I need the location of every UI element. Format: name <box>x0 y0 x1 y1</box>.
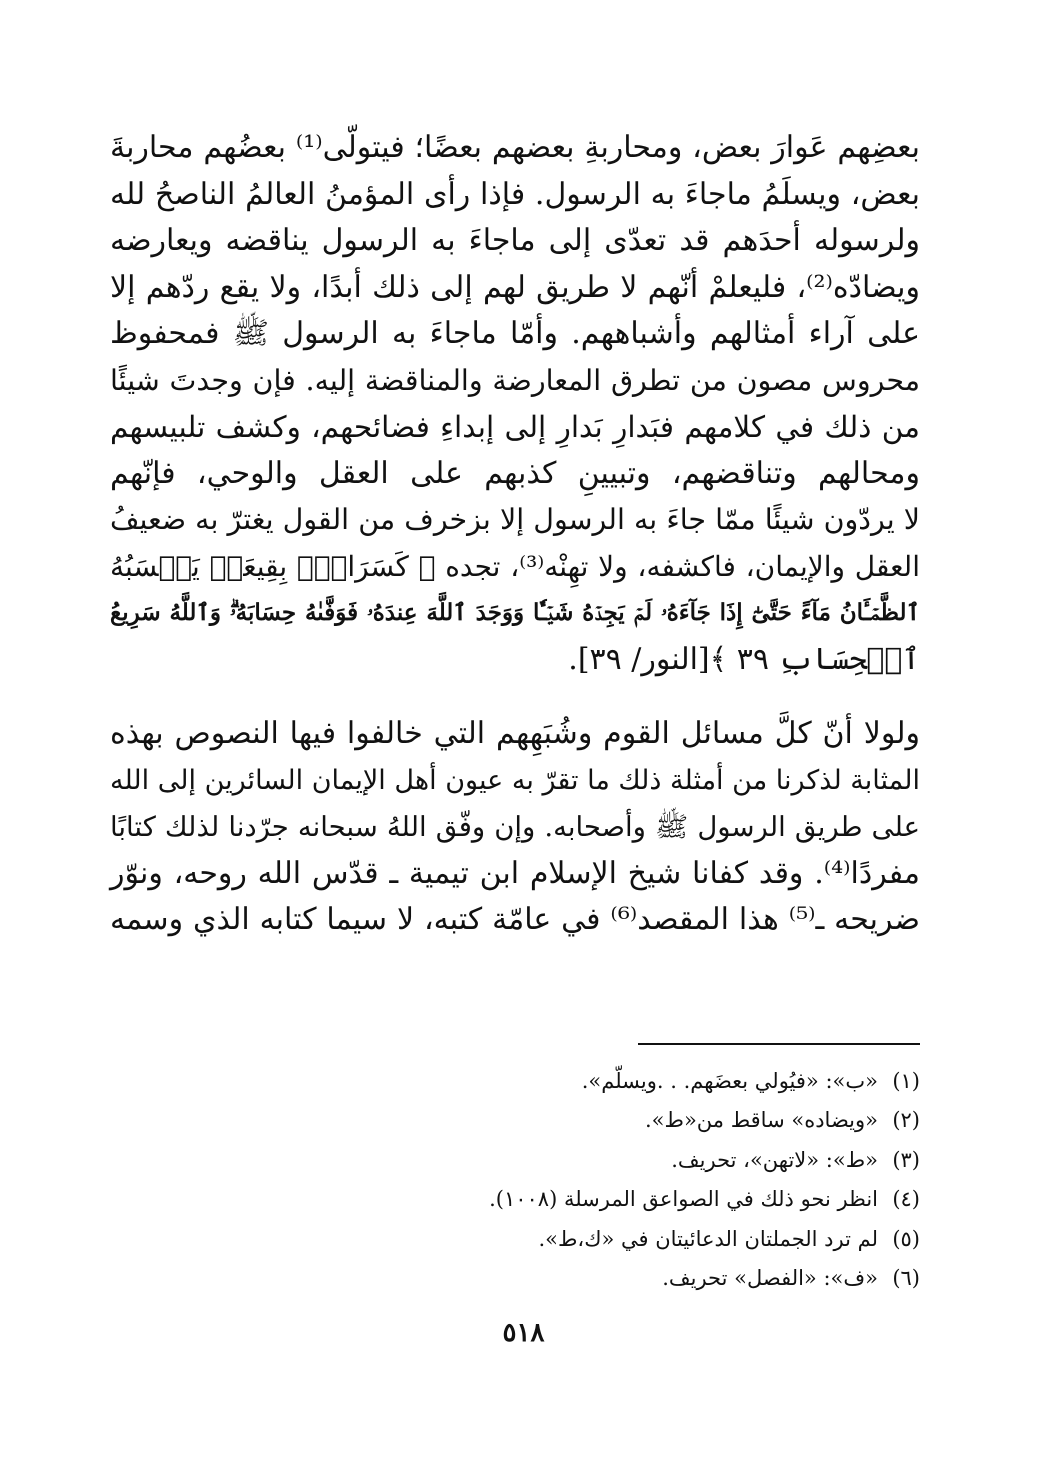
text-line: ٱلۡحِسَابِ ٣٩ ﴾[النور/ ٣٩]. <box>568 641 920 677</box>
footnote-4 <box>220 1180 920 1219</box>
footnote-2 <box>220 1101 920 1140</box>
text-line: ويضادّه⁽²⁾، فليعلمْ أنّهم لا طريق لهم إلى ذلك أبدًا، ولا يقع ردّهم إلا <box>110 269 920 305</box>
footnote-text: «ف»: «الفصل» تحريف. <box>662 1266 878 1291</box>
text-line: مفردًا⁽⁴⁾. وقد كفانا شيخ الإسلام ابن تيمية ـ قدّس الله روحه، ونوّر <box>110 855 921 891</box>
text-line: ضريحه ـ⁽⁵⁾ هذا المقصد⁽⁶⁾ في عامّة كتبه، لا سيما كتابه الذي وسمه <box>110 902 920 937</box>
text-line: ولرسوله أحدَهم قد تعدّى إلى ماجاءَ به الرسول يناقضه ويعارضه <box>110 223 920 258</box>
footnotes <box>220 1062 920 1298</box>
text-line: من ذلك في كلامهم فبَدارِ بَدارِ إلى إبداءِ فضائحهم، وكشف تلبيسهم <box>110 410 920 444</box>
text-line: على طريق الرسول ﷺ وأصحابه. وإن وفّق اللهُ سبحانه جرّدنا لذلك كتابًا <box>110 811 920 843</box>
quran-verse-line: ٱلظَّمۡـَٔانُ مَآءً حَتَّىٰٓ إِذَا جَآءَهُۥ لَمۡ يَجِدۡهُ شَيۡـٔٗا وَوَجَدَ ٱللَّهَ عِندَهُۥ فَوَفَّىٰهُ حِسَابَهُۥۗ وَٱللَّهُ سَرِيعُ <box>110 599 920 626</box>
footnote-number: (٥) <box>892 1226 920 1251</box>
footnote-text: «ب»: «فيُولي بعضَهم. . .ويسلّم». <box>581 1069 878 1093</box>
text-line: بعضِهم عَوارَ بعض، ومحاربةِ بعضهم بعضًا؛ فيتولّى⁽¹⁾ بعضُهم محاربةَ <box>110 130 920 165</box>
paragraph-1 <box>110 125 920 683</box>
text-line: ومحالهم وتناقضهم، وتبيينِ كذبهم على العقل والوحي، فإنّهم <box>110 455 920 491</box>
footnote-number: (١) <box>892 1069 920 1093</box>
footnote-1 <box>220 1062 920 1101</box>
footnote-6 <box>220 1259 920 1298</box>
footnote-text: انظر نحو ذلك في الصواعق المرسلة (١٠٠٨). <box>489 1187 878 1212</box>
footnote-text: «ط»: «لاتهن»، تحريف. <box>671 1147 878 1172</box>
footnote-number: (٢) <box>892 1108 920 1133</box>
footnote-text: «ويضاده» ساقط من«ط». <box>645 1108 878 1133</box>
text-line: محروس مصون من تطرق المعارضة والمناقضة إليه. فإن وجدتَ شيئًا <box>110 363 920 397</box>
main-text <box>110 125 920 944</box>
footnote-separator <box>638 1043 920 1045</box>
text-line: بعض، ويسلَمُ ماجاءَ به الرسول. فإذا رأى المؤمنُ العالمُ الناصحُ لله <box>110 176 920 212</box>
footnote-3 <box>220 1141 920 1180</box>
text-line: على آراء أمثالهم وأشباههم. وأمّا ماجاءَ به الرسول ﷺ فمحفوظ <box>110 316 920 351</box>
footnote-text: لم ترد الجملتان الدعائيتان في «ك،ط». <box>538 1226 878 1251</box>
footnote-number: (٦) <box>892 1266 920 1291</box>
text-line: ولولا أنّ كلَّ مسائل القوم وشُبَهِهم التي خالفوا فيها النصوص بهذه <box>110 716 920 751</box>
footnote-number: (٤) <box>892 1187 920 1212</box>
footnote-number: (٣) <box>892 1147 920 1172</box>
text-line: لا يردّون شيئًا ممّا جاءَ به الرسول إلا بزخرف من القول يغترّ به ضعيفُ <box>110 503 920 536</box>
text-line: العقل والإيمان، فاكشفه، ولا تهِنْه⁽³⁾، تجده ﴿ كَسَرَابِۭ بِقِيعَةٖ يَحۡسَبُهُ <box>110 549 920 583</box>
paragraph-2 <box>110 711 920 944</box>
page-number: ٥١٨ <box>502 1318 545 1348</box>
text-line: المثابة لذكرنا من أمثلة ذلك ما تقرّ به عيون أهل الإيمان السائرين إلى الله <box>110 764 920 796</box>
footnote-5 <box>220 1220 920 1259</box>
